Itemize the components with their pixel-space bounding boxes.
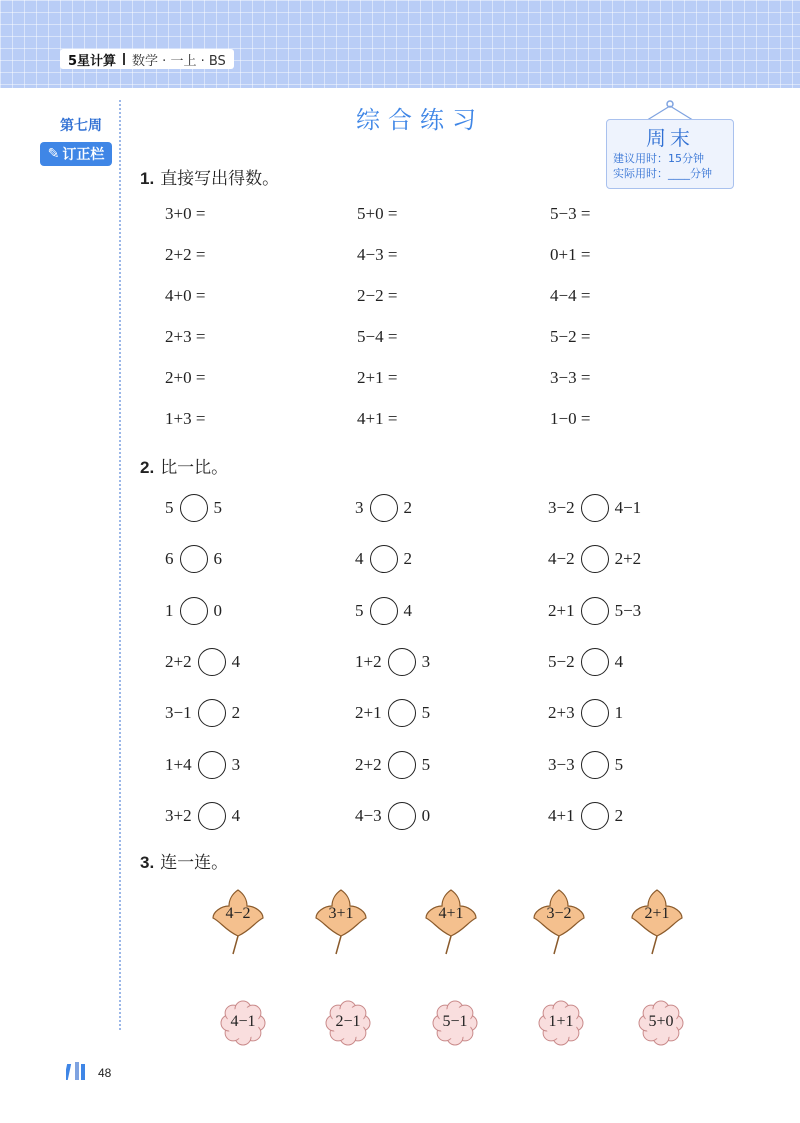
leaf-expression: 3+1 <box>328 905 354 922</box>
equation: 5−3 = <box>550 204 591 223</box>
right-expression: 5 <box>614 754 624 774</box>
equation: 4−4 = <box>550 286 591 305</box>
compare-answer-circle[interactable] <box>581 802 609 830</box>
compare-answer-circle[interactable] <box>180 597 208 625</box>
compare-answer-circle[interactable] <box>198 648 226 676</box>
leaf-card[interactable] <box>532 888 586 958</box>
section-number: 2. <box>140 458 155 477</box>
comparison-item <box>165 646 240 678</box>
leaf-icon <box>424 888 478 958</box>
correction-badge <box>40 142 112 166</box>
flower-card[interactable] <box>220 1000 266 1046</box>
left-expression: 5 <box>355 600 364 620</box>
comparison-item <box>548 749 623 781</box>
equation: 4+1 = <box>357 409 398 428</box>
leaf-card[interactable] <box>630 888 684 958</box>
equation: 2+2 = <box>165 245 206 264</box>
books-icon <box>66 1060 96 1080</box>
correction-label: 订正栏 <box>62 147 105 163</box>
tag-title: 周末 <box>646 126 694 150</box>
left-expression: 2+2 <box>355 754 382 774</box>
compare-answer-circle[interactable] <box>388 648 416 676</box>
book-label <box>60 49 234 69</box>
leaf-card[interactable] <box>424 888 478 958</box>
suggested-time: 建议用时：15分钟 <box>613 152 704 165</box>
comparison-item <box>165 543 222 575</box>
comparison-item <box>165 749 240 781</box>
right-expression: 6 <box>213 549 222 569</box>
equation: 2+3 = <box>165 327 206 346</box>
section-2-title <box>140 453 228 478</box>
section-1-title <box>140 164 279 189</box>
right-expression: 4 <box>231 805 241 825</box>
flower-card[interactable] <box>638 1000 684 1046</box>
compare-answer-circle[interactable] <box>180 545 208 573</box>
right-expression: 2 <box>403 549 412 569</box>
flower-expression: 2−1 <box>335 1013 361 1030</box>
comparison-item <box>548 697 623 729</box>
right-expression: 4−1 <box>614 498 642 517</box>
compare-answer-circle[interactable] <box>198 751 226 779</box>
comparison-item <box>165 595 222 627</box>
right-expression: 2+2 <box>614 549 642 569</box>
left-expression: 4+1 <box>548 805 575 825</box>
compare-answer-circle[interactable] <box>370 494 398 522</box>
leaf-expression: 4−2 <box>225 905 251 922</box>
left-expression: 3 <box>355 498 364 517</box>
comparison-item <box>355 595 412 627</box>
flower-card[interactable] <box>325 1000 371 1046</box>
actual-time: 实际用时：____分钟 <box>613 167 712 180</box>
left-expression: 5 <box>165 498 174 517</box>
left-expression: 1+2 <box>355 651 382 671</box>
page-number: 48 <box>98 1066 112 1080</box>
flower-expression: 4−1 <box>230 1013 256 1030</box>
flower-expression: 5+0 <box>648 1013 674 1030</box>
leaf-expression: 3−2 <box>546 905 572 922</box>
equation: 5+0 = <box>357 204 398 223</box>
pencil-icon: ✎ <box>47 146 60 162</box>
left-expression: 5−2 <box>548 651 575 671</box>
flower-expression: 1+1 <box>548 1013 574 1030</box>
section-label: 直接写出得数。 <box>160 169 280 189</box>
leaf-card[interactable] <box>211 888 265 958</box>
comparison-item <box>355 749 430 781</box>
equation: 5−4 = <box>357 327 398 346</box>
left-expression: 2+1 <box>548 600 575 620</box>
right-expression: 5 <box>213 498 222 517</box>
equation: 4+0 = <box>165 286 206 305</box>
equation: 3−3 = <box>550 368 591 387</box>
compare-answer-circle[interactable] <box>581 597 609 625</box>
compare-answer-circle[interactable] <box>581 699 609 727</box>
right-expression: 0 <box>213 600 222 620</box>
right-expression: 2 <box>403 498 412 517</box>
equation: 2+0 = <box>165 368 206 387</box>
section-number: 3. <box>140 853 155 872</box>
comparison-item <box>355 697 430 729</box>
equation: 2−2 = <box>357 286 398 305</box>
equation: 1−0 = <box>550 409 591 428</box>
compare-answer-circle[interactable] <box>388 751 416 779</box>
leaf-icon <box>314 888 368 958</box>
compare-answer-circle[interactable] <box>581 494 609 522</box>
comparison-item <box>355 646 430 678</box>
equation: 5−2 = <box>550 327 591 346</box>
comparison-item <box>548 646 623 678</box>
left-expression: 4−3 <box>355 805 382 825</box>
equation: 4−3 = <box>357 245 398 264</box>
section-label: 比一比。 <box>160 458 229 478</box>
left-expression: 6 <box>165 549 174 569</box>
right-expression: 1 <box>614 703 624 723</box>
equation: 3+0 = <box>165 204 206 223</box>
left-expression: 3−1 <box>165 703 192 723</box>
comparison-item <box>355 492 412 524</box>
equation: 0+1 = <box>550 245 591 264</box>
leaf-expression: 2+1 <box>644 905 670 922</box>
page-title: 综合练习 <box>356 106 484 134</box>
comparison-item <box>548 492 641 524</box>
week-label: 第七周 <box>60 118 102 134</box>
equation: 2+1 = <box>357 368 398 387</box>
right-expression: 5 <box>421 703 431 723</box>
compare-answer-circle[interactable] <box>388 699 416 727</box>
comparison-item <box>165 697 240 729</box>
right-expression: 5−3 <box>614 600 642 620</box>
left-expression: 4 <box>355 549 364 569</box>
section-3-title <box>140 848 228 873</box>
brand-label: 5星计算 <box>68 53 117 69</box>
left-expression: 2+3 <box>548 703 575 723</box>
section-label: 连一连。 <box>160 853 229 873</box>
leaf-icon <box>630 888 684 958</box>
section-number: 1. <box>140 169 155 188</box>
right-expression: 3 <box>421 651 431 671</box>
compare-answer-circle[interactable] <box>370 545 398 573</box>
right-expression: 2 <box>614 805 624 825</box>
right-expression: 4 <box>614 651 624 671</box>
comparison-item <box>165 800 240 832</box>
compare-answer-circle[interactable] <box>581 751 609 779</box>
compare-answer-circle[interactable] <box>370 597 398 625</box>
flower-card[interactable] <box>538 1000 584 1046</box>
compare-answer-circle[interactable] <box>581 648 609 676</box>
equation: 1+3 = <box>165 409 206 428</box>
right-expression: 5 <box>421 754 431 774</box>
leaf-expression: 4+1 <box>438 905 464 922</box>
divider <box>123 53 125 65</box>
right-expression: 2 <box>231 703 241 723</box>
right-expression: 4 <box>403 600 412 620</box>
left-expression: 2+2 <box>165 651 192 671</box>
left-expression: 3+2 <box>165 805 192 825</box>
compare-answer-circle[interactable] <box>388 802 416 830</box>
time-tag <box>606 119 734 189</box>
right-expression: 3 <box>231 754 241 774</box>
comparison-item <box>548 800 623 832</box>
flower-expression: 5−1 <box>442 1013 468 1030</box>
left-expression: 3−3 <box>548 754 575 774</box>
leaf-icon <box>532 888 586 958</box>
correction-column-divider <box>119 100 121 1030</box>
left-expression: 4−2 <box>548 549 575 569</box>
right-expression: 4 <box>231 651 241 671</box>
comparison-item <box>355 800 430 832</box>
left-expression: 2+1 <box>355 703 382 723</box>
comparison-item <box>355 543 412 575</box>
comparison-item <box>165 492 222 524</box>
right-expression: 0 <box>421 805 431 825</box>
leaf-icon <box>211 888 265 958</box>
compare-answer-circle[interactable] <box>198 802 226 830</box>
left-expression: 1+4 <box>165 754 192 774</box>
compare-answer-circle[interactable] <box>180 494 208 522</box>
comparison-item <box>548 543 641 575</box>
comparison-item <box>548 595 641 627</box>
compare-answer-circle[interactable] <box>581 545 609 573</box>
flower-card[interactable] <box>432 1000 478 1046</box>
leaf-card[interactable] <box>314 888 368 958</box>
book-subtitle: 数学 · 一上 · BS <box>132 53 226 69</box>
left-expression: 3−2 <box>548 498 575 517</box>
compare-answer-circle[interactable] <box>198 699 226 727</box>
header-banner <box>0 0 800 88</box>
left-expression: 1 <box>165 600 174 620</box>
